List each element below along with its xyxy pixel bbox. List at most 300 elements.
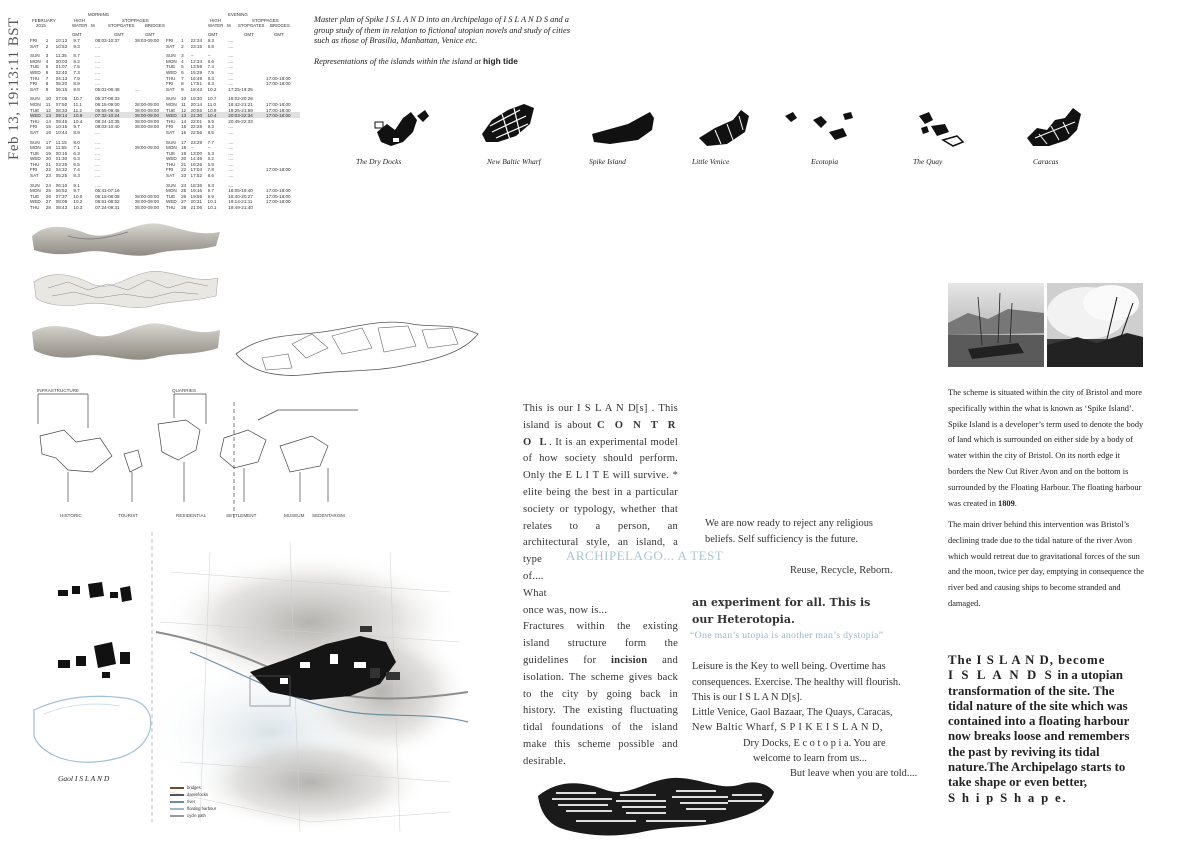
evening-cell: WED (166, 156, 177, 162)
island-statement-4: S h i p S h a p e. (948, 790, 1068, 805)
evening-cell: 17:00-18:00 (266, 188, 291, 194)
evening-cell: 9.3 (207, 124, 214, 130)
map-legend (187, 784, 216, 819)
island-statement-3: in a utopian transformation of the site. The tidal nature of the site which was contained into a floating harbour now breaks loose and remembers the past by reviving its tidal nature.The Archipelago starts to take shape or even better, (948, 668, 1130, 790)
evening-cell: 21:30 (190, 113, 203, 119)
morning-cell: .... (95, 156, 101, 162)
morning-cell: 6.3 (73, 150, 80, 156)
tide-table (30, 12, 300, 211)
morning-cell: 00:03 (55, 58, 68, 64)
evening-cell: THU (166, 75, 176, 81)
morning-cell: 06:15-09:00 (95, 101, 120, 107)
sketch-label-tourist: TOURIST (118, 513, 139, 518)
morning-cell: 08:00-09:00 (134, 118, 160, 124)
evening-cell: .... (228, 53, 234, 59)
left-text-p2 (523, 619, 678, 770)
morning-cell: 08:09 (55, 199, 68, 205)
evening-cell: .... (228, 64, 234, 70)
tide-stopgates: STOPGATES (108, 23, 135, 28)
morning-cell: 08:33 (55, 107, 68, 113)
evening-cell: TUE (166, 107, 176, 113)
tide-morning-rows (30, 38, 170, 211)
evening-cell: 9.9 (207, 118, 214, 124)
morning-cell: 07:05 (55, 96, 68, 102)
morning-cell: 10.3 (73, 205, 83, 211)
left-text-p1c: of.... (523, 570, 544, 582)
morning-cell: 10.7 (73, 96, 83, 102)
morning-cell: MON (30, 188, 41, 194)
evening-row (166, 130, 300, 136)
morning-cell: 17 (45, 139, 51, 145)
intro-text (314, 15, 579, 67)
morning-cell: .... (95, 145, 101, 151)
morning-cell: 07:32-10:24 (95, 113, 120, 119)
morning-cell: .... (95, 75, 101, 81)
evening-cell: 17:00-18:00 (266, 101, 291, 107)
evening-cell: 17:00-18:00 (266, 107, 291, 113)
tide-m-2: M (227, 23, 231, 28)
year-1809: 1809 (998, 498, 1015, 508)
evening-cell: 19:14-21:11 (228, 199, 253, 205)
morning-cell: .... (95, 58, 101, 64)
evening-cell: 5 (181, 64, 184, 70)
evening-cell: 17:00-18:00 (266, 193, 291, 199)
evening-cell: 20:14 (190, 101, 203, 107)
morning-cell: 23 (45, 173, 51, 179)
evening-cell: 12 (181, 107, 187, 113)
morning-cell: 9.7 (73, 188, 80, 194)
morning-cell: 08:00-09:00 (134, 124, 160, 130)
evening-cell: .... (228, 43, 234, 49)
evening-cell (219, 44, 228, 50)
morning-cell: 18 (45, 145, 51, 151)
morning-cell: 05:25 (55, 173, 68, 179)
intro-line-1: Master plan of Spike I S L A N D into an Archipelago of I S L A N D S and a group study of them in relation to fictional utopian novels and study of cities such as those of Brasilia, Manhattan, Venice etc. (314, 15, 570, 46)
evening-cell: -- (190, 145, 194, 151)
morning-cell: THU (30, 161, 40, 167)
morning-cell: SUN (30, 96, 40, 102)
morning-cell: 06:55-09:45 (95, 107, 120, 113)
evening-cell: 20:31 (190, 199, 203, 205)
morning-cell: TUE (30, 150, 40, 156)
morning-cell (85, 87, 95, 93)
morning-cell: TUE (30, 107, 40, 113)
morning-cell: 07:37 (55, 193, 68, 199)
intro-line-2 (314, 56, 579, 68)
evening-cell: 19 (181, 150, 187, 156)
morning-cell: .... (95, 64, 101, 70)
tide-stoppages-header-2: STOPPAGES (252, 18, 279, 23)
morning-cell: 10.9 (73, 113, 83, 119)
incision-word: incision (611, 654, 648, 666)
morning-cell (85, 173, 95, 179)
right-para-1-end: . (1014, 498, 1017, 508)
evening-cell: 2 (181, 43, 184, 49)
sketch-label-sedentarism: SEDENTARISM (312, 513, 345, 518)
morning-row (30, 87, 170, 93)
morning-cell: THU (30, 75, 40, 81)
morning-cell: 04:13 (55, 75, 68, 81)
evening-cell: 21 (181, 161, 187, 167)
morning-cell: 10.4 (73, 118, 83, 124)
sketch-label-museum: MUSEUM (284, 513, 305, 518)
tide-high-2: HIGH (210, 18, 221, 23)
evening-cell: 12:34 (190, 58, 203, 64)
morning-cell: 08:00-09:00 (134, 101, 160, 107)
left-text-p2a: Fractures within the existing island structure form the guidelines for (523, 621, 678, 666)
evening-cell: 22:34 (190, 38, 203, 43)
evening-cell: 4 (181, 58, 184, 64)
morning-cell: 07:24-09:31 (95, 205, 120, 211)
morning-cell: 11.2 (73, 107, 82, 113)
evening-cell: 18:05-19:40 (228, 188, 253, 194)
morning-row (30, 173, 170, 179)
islands-list-5: But leave when you are told.... (790, 768, 918, 779)
morning-cell: .... (95, 53, 101, 59)
morning-cell: WED (30, 199, 41, 205)
evening-cell: -- (207, 53, 211, 59)
evening-cell: 13:00 (190, 150, 203, 156)
morning-cell: 6.3 (73, 156, 80, 162)
evening-cell: .... (228, 129, 234, 135)
legend-cycle-path: cycle path (187, 813, 206, 818)
morning-cell: 12 (45, 107, 51, 113)
legend-floating-harbour: floating harbour (187, 806, 217, 811)
evening-cell: 20 (181, 156, 187, 162)
evening-cell (219, 205, 228, 211)
evening-cell: 19:30 (190, 96, 203, 102)
legend-bridges: bridges (187, 785, 201, 790)
archipelago-title: ARCHIPELAGO... A TEST (566, 548, 724, 563)
evening-cell: 10.4 (207, 113, 217, 119)
morning-cell: 9.7 (73, 38, 80, 43)
evening-cell: MON (166, 58, 177, 64)
evening-cell: 10.2 (207, 86, 217, 92)
morning-cell: 20 (45, 156, 51, 162)
island-icons-row (345, 100, 1125, 160)
morning-cell: WED (30, 69, 41, 75)
island-statement-2: I S L A N D S (948, 668, 1055, 683)
morning-cell: .... (95, 139, 101, 145)
evening-cell (219, 87, 228, 93)
evening-cell: 20:55 (190, 107, 203, 113)
tide-m: M (91, 23, 95, 28)
model-photos (28, 218, 224, 378)
evening-cell: 7.4 (207, 64, 214, 70)
utopia-quote: “One man’s utopia is another man’s dystopia” (690, 630, 884, 641)
evening-cell: SAT (166, 173, 175, 179)
morning-cell: 08:00-09:00 (134, 107, 160, 113)
island-shape-the-quay (919, 112, 963, 146)
morning-cell: 8 (45, 81, 49, 87)
morning-cell: 8.2 (73, 58, 80, 64)
tide-stopgates-2: STOPGATES (238, 23, 265, 28)
evening-cell: WED (166, 69, 177, 75)
morning-cell: 08:03-09:00 (134, 38, 160, 43)
island-label-little-venice: Little Venice (692, 157, 730, 166)
tide-evening-header: EVENING (228, 12, 248, 17)
sketch-label-settlement: SETTLEMENT (226, 513, 257, 518)
morning-cell: 9.8 (73, 86, 80, 92)
evening-cell: .... (228, 58, 234, 64)
island-statement (948, 653, 1134, 806)
evening-cell: 13:59 (190, 64, 203, 70)
morning-cell: THU (30, 205, 40, 211)
morning-cell: .... (95, 182, 101, 188)
model-photo-2 (34, 271, 218, 307)
sketch-label-historic: HISTORIC (60, 513, 82, 518)
morning-cell: 9 (45, 86, 49, 92)
evening-cell (219, 130, 228, 136)
island-shape-ecotopia (785, 112, 853, 140)
evening-cell: 7 (181, 75, 184, 81)
evening-cell: SUN (166, 139, 176, 145)
island-shape-spike-island (592, 112, 654, 144)
morning-cell: 8.9 (73, 129, 80, 135)
morning-cell: 5 (45, 64, 49, 70)
evening-cell: 18:36 (190, 182, 203, 188)
evening-cell: 8.5 (207, 129, 214, 135)
evening-cell: 20:03-22:34 (228, 113, 253, 119)
evening-cell: 9.3 (207, 182, 214, 188)
evening-row (166, 87, 300, 93)
evening-cell: 17:51 (190, 81, 203, 87)
evening-cell: SAT (166, 86, 175, 92)
morning-cell: 16 (45, 129, 51, 135)
island-label-the-quay: The Quay (913, 157, 943, 166)
morning-cell: 15 (45, 124, 51, 130)
morning-cell: 06:52 (55, 188, 68, 194)
morning-cell: 05:01-06:48 (95, 86, 120, 92)
tide-gmt-4: GMT (208, 32, 218, 37)
evening-cell (266, 130, 300, 136)
evening-cell: SUN (166, 182, 176, 188)
evening-cell: 6 (181, 69, 184, 75)
evening-cell: 22:01 (190, 118, 203, 124)
historic-photo-steam (1047, 283, 1143, 367)
morning-cell: 11:15 (55, 139, 67, 145)
evening-cell: 17:00-18:00 (266, 167, 291, 173)
date-stamp: Feb 13, 19:13:11 BST (6, 17, 22, 160)
morning-cell: SAT (30, 173, 39, 179)
morning-cell: 4 (45, 58, 49, 64)
tide-gmt-2: GMT (114, 32, 124, 37)
tide-gmt-1: GMT (72, 32, 82, 37)
evening-cell: 7.7 (207, 139, 214, 145)
morning-cell: FRI (30, 124, 38, 130)
evening-cell: 22:28 (190, 124, 203, 130)
evening-row (166, 173, 300, 179)
tide-bridges: BRIDGES (145, 23, 165, 28)
morning-cell: .... (95, 161, 101, 167)
morning-cell: 08:03-10:37 (95, 38, 120, 43)
evening-cell: THU (166, 161, 176, 167)
tide-high: HIGH (74, 18, 85, 23)
sketch-label-quarries: QUARRIES (172, 388, 196, 393)
morning-cell: SUN (30, 53, 40, 59)
morning-cell: 04:32 (55, 167, 68, 173)
morning-cell: .... (134, 86, 140, 92)
evening-cell: 19:55 (190, 193, 203, 199)
leisure-text: Leisure is the Key to well being. Overtime has consequences. Exercise. The healthy will flourish. This is our I S L A N D[s]. (692, 661, 901, 703)
evening-cell: 8 (181, 81, 184, 87)
evening-cell: 9.9 (207, 193, 214, 199)
morning-cell: .... (95, 43, 101, 49)
morning-cell: 9.3 (73, 43, 80, 49)
evening-cell: 1 (181, 38, 184, 43)
morning-cell: 8.0 (73, 139, 80, 145)
morning-cell: WED (30, 156, 41, 162)
evening-cell: FRI (166, 124, 174, 130)
evening-cell: TUE (166, 150, 176, 156)
morning-cell: 10:44 (55, 129, 68, 135)
tide-gmt-3: GMT (145, 32, 155, 37)
evening-cell (266, 87, 300, 93)
evening-cell: 9 (181, 86, 184, 92)
morning-cell (135, 44, 171, 50)
morning-cell (135, 130, 171, 136)
morning-cell: 7.1 (73, 145, 80, 151)
morning-cell: TUE (30, 64, 40, 70)
evening-cell: 25 (181, 188, 187, 194)
evening-cell: .... (228, 173, 234, 179)
morning-cell: 21 (45, 161, 51, 167)
morning-cell: 7 (45, 75, 49, 81)
morning-cell: MON (30, 58, 41, 64)
morning-cell: 05:20 (55, 81, 68, 87)
morning-row (30, 44, 170, 50)
morning-cell: 10:13 (55, 38, 68, 43)
evening-cell: 6.2 (207, 156, 214, 162)
evening-cell: 23 (181, 173, 187, 179)
morning-cell: .... (95, 173, 101, 179)
evening-cell: 13 (181, 113, 187, 119)
tide-gmt-5: GMT (244, 32, 254, 37)
morning-cell: .... (95, 167, 101, 173)
control-word: C O N T R O L (523, 419, 678, 448)
evening-cell: 10.7 (207, 96, 217, 102)
evening-cell: 16:49 (190, 75, 203, 81)
morning-cell: 3 (45, 53, 49, 59)
legend-river: river (187, 799, 196, 804)
morning-cell: 7.3 (73, 69, 80, 75)
evening-cell: FRI (166, 81, 174, 87)
morning-cell: 11 (45, 101, 51, 107)
morning-cell: 05:37-08:33 (95, 96, 120, 102)
evening-row (166, 205, 300, 211)
evening-cell: 26 (181, 193, 187, 199)
morning-cell: 09:03-10:40 (95, 124, 120, 130)
morning-row (30, 205, 170, 211)
islands-list-2: New Baltic Wharf, S P I K E I S L A N D, (692, 722, 883, 733)
morning-cell: 7.9 (73, 75, 80, 81)
morning-cell: 05:41-07:16 (95, 188, 120, 194)
evening-cell: 17:00-18:00 (266, 75, 291, 81)
evening-cell: .... (228, 161, 234, 167)
island-line-sketch (232, 314, 482, 384)
island-shape-new-baltic-wharf (482, 104, 534, 142)
evening-cell: 7.8 (207, 167, 214, 173)
evening-cell: 22 (181, 167, 187, 173)
islands-list-4: welcome to learn from us... (753, 753, 867, 764)
experiment-heading: an experiment for all. This is our Heterotopia. (692, 596, 871, 626)
morning-cell: 08:00-09:00 (134, 113, 160, 119)
evening-cell: 14:46 (190, 156, 203, 162)
evening-cell: 6.3 (207, 150, 214, 156)
morning-cell: 03:25 (55, 161, 68, 167)
evening-cell: MON (166, 101, 177, 107)
evening-cell: 10.9 (207, 107, 217, 113)
morning-cell: 2 (45, 43, 49, 49)
evening-cell: 23:15 (190, 43, 203, 49)
evening-cell: 20:45-22:33 (228, 118, 253, 124)
islands-list-3: Dry Docks, E c o t o p i a. You are (743, 738, 886, 749)
island-shape-little-venice (699, 110, 749, 146)
left-text-p1b: . It is an experimental model of how society should perform. Only the E L I T E will survive. * elite being the best in a particular society or typology, whether that relates to a person, an architectural style, an island, a type (523, 436, 678, 566)
left-text-block (523, 401, 678, 771)
gaol-island-outline (24, 690, 164, 770)
tide-morning-header: MORNING (88, 12, 110, 17)
island-label-caracas: Caracas (1033, 157, 1059, 166)
evening-cell: .... (228, 81, 234, 87)
island-shape-caracas (1027, 108, 1081, 146)
concept-sketch (28, 380, 368, 520)
morning-cell: SAT (30, 129, 39, 135)
morning-cell (85, 205, 95, 211)
morning-cell: SUN (30, 139, 40, 145)
morning-cell: 09:14 (55, 113, 68, 119)
evening-cell: FRI (166, 167, 174, 173)
morning-cell: 08:00-09:00 (134, 145, 160, 151)
morning-cell: 02:40 (55, 69, 68, 75)
evening-cell: 17 (181, 139, 187, 145)
morning-cell: 08:00-09:00 (134, 193, 160, 199)
morning-cell: SUN (30, 182, 40, 188)
left-text-p1a: This is our I S L A N D[s] . This island is about (523, 403, 678, 431)
evening-cell: .... (228, 124, 234, 130)
morning-cell: 25 (45, 188, 51, 194)
tide-water: WATER (72, 23, 88, 28)
evening-cell: 7.5 (207, 69, 214, 75)
morning-cell: 6 (45, 69, 49, 75)
morning-cell: 14 (45, 118, 51, 124)
morning-cell: 13 (45, 113, 51, 119)
evening-cell: 15:29 (190, 69, 203, 75)
morning-cell: 24 (45, 182, 51, 188)
evening-cell: 16:26 (190, 161, 203, 167)
evening-cell: 9.7 (207, 188, 214, 194)
morning-cell (85, 44, 95, 50)
model-photo-3 (32, 323, 220, 359)
morning-cell (135, 173, 171, 179)
tide-year: 2015 (36, 23, 46, 28)
reuse-text: Reuse, Recycle, Reborn. (790, 565, 893, 576)
morning-cell: 09:45 (55, 118, 68, 124)
evening-row (166, 44, 300, 50)
tide-evening-rows (166, 38, 300, 211)
gaol-island-label: Gaol I S L A N D (58, 774, 110, 783)
morning-cell: 07:50 (55, 101, 68, 107)
morning-cell: 01:07 (55, 64, 68, 70)
evening-cell: 18 (181, 145, 187, 151)
evening-cell: THU (166, 205, 176, 211)
morning-cell: 10:15 (55, 124, 68, 130)
morning-cell: FRI (30, 38, 38, 43)
morning-cell: TUE (30, 193, 40, 199)
evening-cell: .... (228, 139, 234, 145)
evening-cell: 9.3 (207, 81, 214, 87)
morning-cell: 19 (45, 150, 51, 156)
